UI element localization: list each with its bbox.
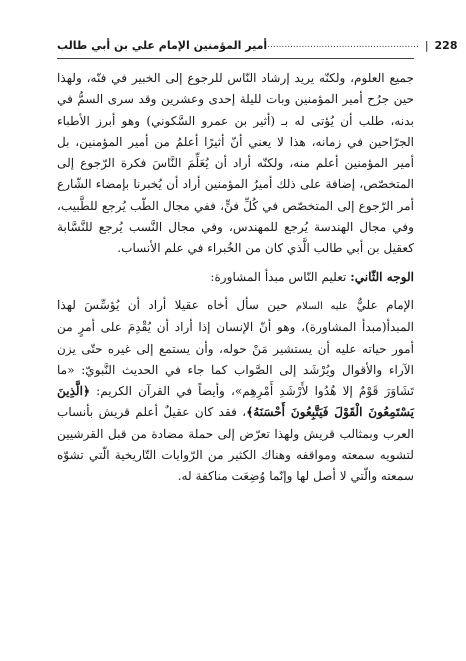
book-title: أمير المؤمنين الإمام علي بن أبي طالب — [57, 38, 268, 52]
paragraph-2-part-c: ، فقد كان عقيلٌ أعلم قريش بأنساب العرب وبمثالب قريش ولهذا تعرّض إلى حملة مضادة من قبل القرشيين لتشويه سمعته ومواقفه وهناك الكثير من الرّوايات التّاريخية الّتي تشوّه سمعته والّتي لا أصل لها وإنّما وُضِعَت مناكفة له. — [57, 405, 414, 484]
section-heading — [57, 267, 414, 288]
heading-text: تعليم النّاس مبدأ المشاورة: — [210, 269, 351, 284]
quran-verse: ﴿الَّذِينَ يَسْتَمِعُونَ الْقَوْلَ فَيَتَّبِعُونَ أَحْسَنَهُ﴾ — [57, 384, 415, 420]
honorific-glyph: عليه السلام — [295, 300, 349, 312]
running-header — [57, 34, 458, 56]
header-dots: ..................................................... — [267, 40, 419, 50]
page-body — [57, 68, 414, 488]
paragraph-2-part-a: الإمام عليٌّ — [348, 297, 414, 312]
page-number: 228 — [434, 38, 458, 52]
heading-label: الوجه الثّاني: — [350, 269, 414, 284]
header-separator: | — [424, 38, 429, 52]
paragraph-1: جميع العلوم، ولكنّه يريد إرشاد النّاس للرجوع إلى الخبير في فنّه، ولهذا حين جرُح أمير المؤمنين وبات لليلة إحدى وعشرين وقد سرى السمُّ في بدنه، طلب أن يُؤتى له بـ (أثير بن عمرو السَّكوني) وهو أبرز الأطباء الجرّاحين في زمانه، هذا لا يعني أنّ أثيرًا أعلمُ من أمير المؤمنين، بل أمير المؤمنين أعلم منه، ولكنّه أراد أن يُعَلِّمَ النَّاسَ فكرة الرّجوع إلى المتخصّص، إضافة على ذلك أميرُ المؤمنين أراد أن يُخبرنا بإمضاء الشّارع أمر الرّجوع إلى المتخصّص في كُلِّ فنٍّ، ففي مجال الطّب يُرجع للطَّبيب، وفي مجال الهندسة يُرجع للمهندس، وفي مجال النَّسب يُرجع للنَّسَّابة كعقيل بن أبي طالب الَّذي كان من الخُبراء في علم الأنساب. — [57, 71, 414, 256]
header-rule — [57, 58, 414, 59]
header-right — [267, 39, 457, 52]
paragraph-2 — [57, 295, 414, 488]
paragraph-2-part-b: حين سأل أخاه عقيلا أراد أن يُؤسِّسَ لهذا المبدأ(مبدأ المشاورة)، وهو أنّ الإنسان إذا أراد أن يُقْدِمَ على أمرٍ من أمور حياته عليه أن يستشير مَنْ حوله، وأن يستمع إلى غيره حتّى يزن الآراء والأقوال ويُرْشَد إلى الصَّواب كما جاء في الحديث النَّبويّ: «ما تَشَاوَرَ قَوْمٌ إلا هُدُوا لأَرْشَدِ أَمْرِهِم»، وأيضاً في القرآن الكريم: — [57, 297, 414, 399]
